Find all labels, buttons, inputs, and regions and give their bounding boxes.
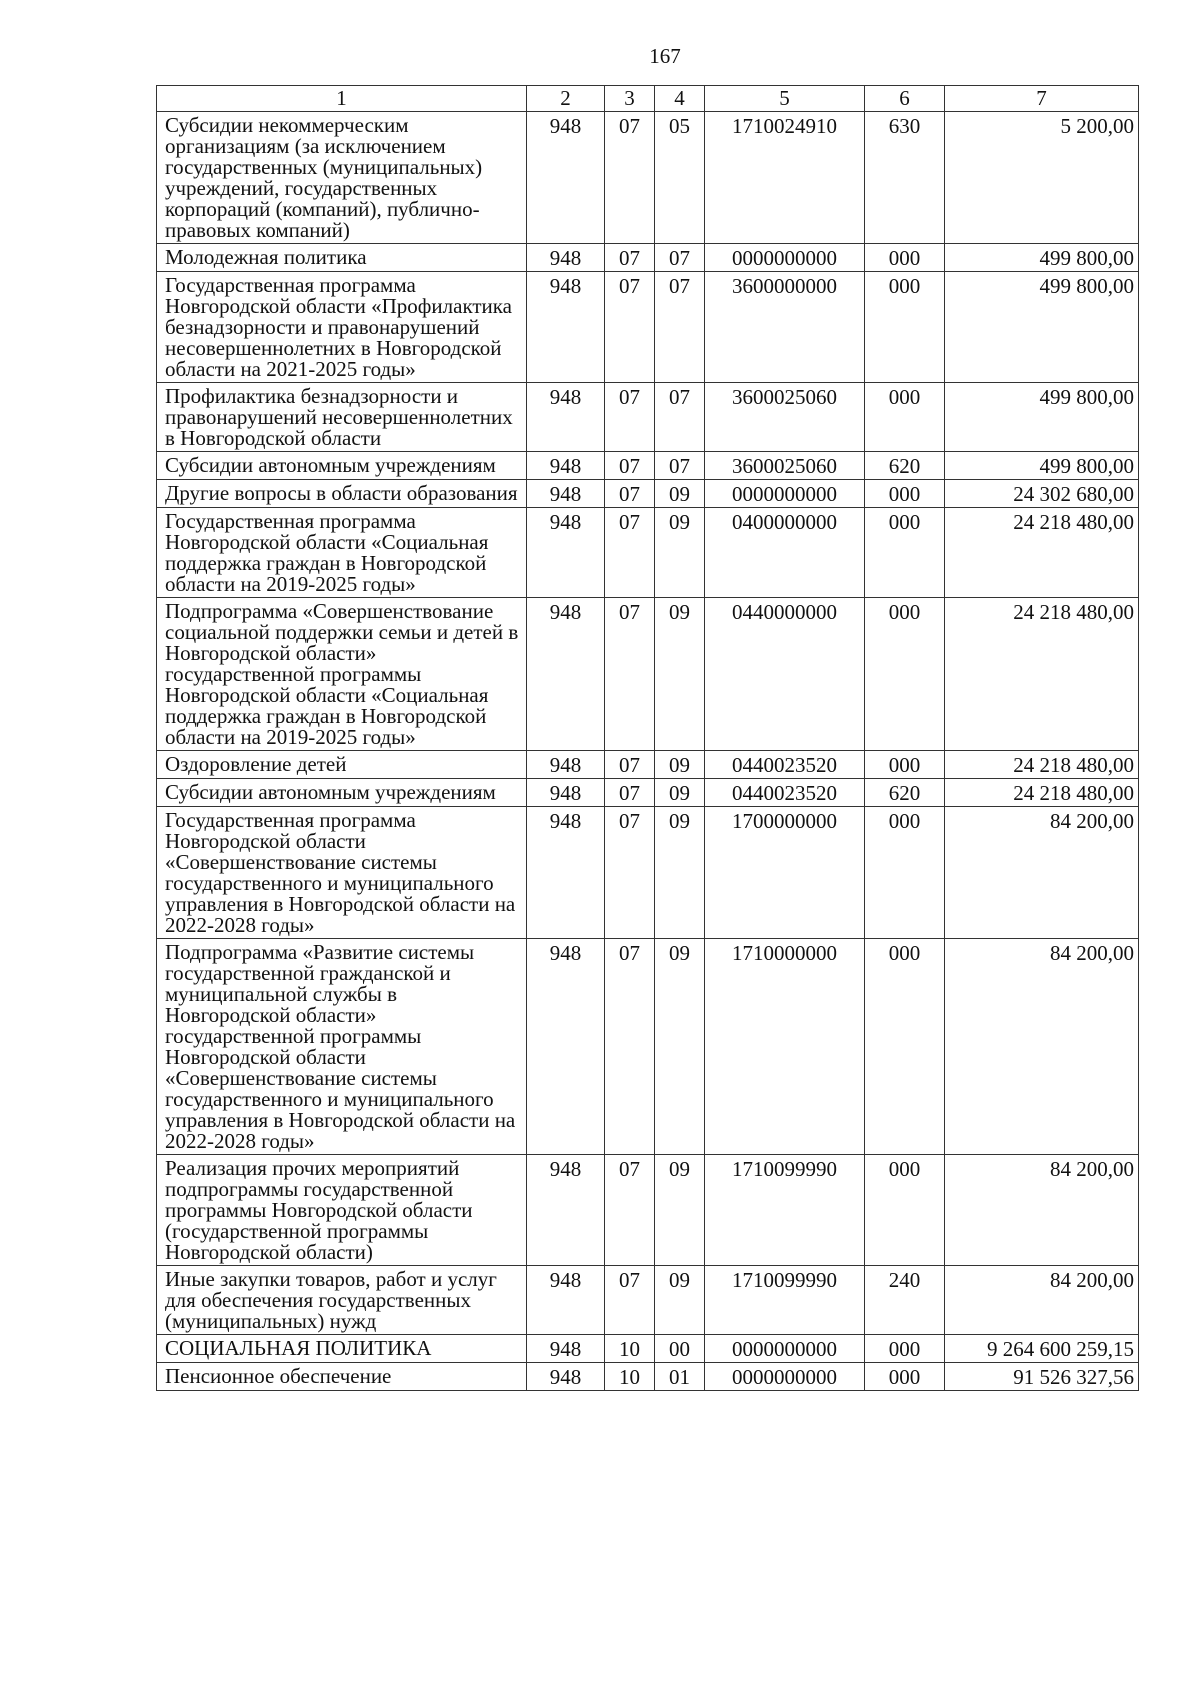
row-amount: 499 800,00 bbox=[945, 272, 1139, 383]
row-admin-code: 948 bbox=[527, 1335, 605, 1363]
row-amount: 84 200,00 bbox=[945, 807, 1139, 939]
table-body bbox=[157, 112, 1139, 1391]
row-section: 07 bbox=[605, 272, 655, 383]
row-amount: 91 526 327,56 bbox=[945, 1363, 1139, 1391]
row-target-article: 0440000000 bbox=[705, 598, 865, 751]
row-admin-code: 948 bbox=[527, 244, 605, 272]
row-admin-code: 948 bbox=[527, 383, 605, 452]
table-row bbox=[157, 751, 1139, 779]
row-section: 07 bbox=[605, 1155, 655, 1266]
row-expense-type: 630 bbox=[865, 112, 945, 244]
row-admin-code: 948 bbox=[527, 779, 605, 807]
row-name: Государственная программа Новгородской области «Профилактика безнадзорности и правонарушений несовершеннолетних в Новгородской области на 2021-2025 годы» bbox=[157, 272, 527, 383]
row-target-article: 3600025060 bbox=[705, 383, 865, 452]
row-section: 07 bbox=[605, 779, 655, 807]
row-admin-code: 948 bbox=[527, 508, 605, 598]
row-name: Иные закупки товаров, работ и услуг для обеспечения государственных (муниципальных) нужд bbox=[157, 1266, 527, 1335]
row-expense-type: 620 bbox=[865, 779, 945, 807]
row-target-article: 0440023520 bbox=[705, 751, 865, 779]
row-section: 07 bbox=[605, 244, 655, 272]
row-amount: 9 264 600 259,15 bbox=[945, 1335, 1139, 1363]
table-row bbox=[157, 598, 1139, 751]
budget-table bbox=[156, 85, 1139, 1391]
row-subsection: 05 bbox=[655, 112, 705, 244]
row-subsection: 09 bbox=[655, 751, 705, 779]
row-name: Молодежная политика bbox=[157, 244, 527, 272]
row-name: Государственная программа Новгородской области «Социальная поддержка граждан в Новгородской области на 2019-2025 годы» bbox=[157, 508, 527, 598]
row-admin-code: 948 bbox=[527, 939, 605, 1155]
row-name: Профилактика безнадзорности и правонарушений несовершеннолетних в Новгородской области bbox=[157, 383, 527, 452]
row-expense-type: 000 bbox=[865, 1155, 945, 1266]
row-expense-type: 000 bbox=[865, 244, 945, 272]
row-subsection: 09 bbox=[655, 779, 705, 807]
header-col-2: 2 bbox=[527, 86, 605, 112]
row-amount: 84 200,00 bbox=[945, 1155, 1139, 1266]
row-section: 10 bbox=[605, 1335, 655, 1363]
row-amount: 499 800,00 bbox=[945, 383, 1139, 452]
row-section: 07 bbox=[605, 939, 655, 1155]
row-name: Государственная программа Новгородской области «Совершенствование системы государственного и муниципального управления в Новгородской области на 2022-2028 годы» bbox=[157, 807, 527, 939]
row-expense-type: 000 bbox=[865, 480, 945, 508]
row-target-article: 1710000000 bbox=[705, 939, 865, 1155]
row-target-article: 0000000000 bbox=[705, 480, 865, 508]
row-subsection: 07 bbox=[655, 383, 705, 452]
row-expense-type: 000 bbox=[865, 1363, 945, 1391]
row-amount: 499 800,00 bbox=[945, 452, 1139, 480]
row-target-article: 1700000000 bbox=[705, 807, 865, 939]
row-expense-type: 000 bbox=[865, 807, 945, 939]
row-expense-type: 000 bbox=[865, 272, 945, 383]
table-row bbox=[157, 452, 1139, 480]
row-subsection: 00 bbox=[655, 1335, 705, 1363]
row-target-article: 0000000000 bbox=[705, 244, 865, 272]
table-row bbox=[157, 1155, 1139, 1266]
row-admin-code: 948 bbox=[527, 751, 605, 779]
row-admin-code: 948 bbox=[527, 1155, 605, 1266]
budget-table-container bbox=[156, 85, 1138, 1391]
row-target-article: 0000000000 bbox=[705, 1363, 865, 1391]
header-col-5: 5 bbox=[705, 86, 865, 112]
row-name: Оздоровление детей bbox=[157, 751, 527, 779]
row-subsection: 09 bbox=[655, 1155, 705, 1266]
row-name: СОЦИАЛЬНАЯ ПОЛИТИКА bbox=[157, 1335, 527, 1363]
row-amount: 84 200,00 bbox=[945, 1266, 1139, 1335]
header-col-1: 1 bbox=[157, 86, 527, 112]
row-section: 07 bbox=[605, 598, 655, 751]
row-target-article: 3600000000 bbox=[705, 272, 865, 383]
row-expense-type: 000 bbox=[865, 751, 945, 779]
row-section: 10 bbox=[605, 1363, 655, 1391]
row-subsection: 09 bbox=[655, 939, 705, 1155]
row-subsection: 07 bbox=[655, 452, 705, 480]
row-section: 07 bbox=[605, 508, 655, 598]
row-amount: 24 302 680,00 bbox=[945, 480, 1139, 508]
row-amount: 84 200,00 bbox=[945, 939, 1139, 1155]
row-amount: 24 218 480,00 bbox=[945, 508, 1139, 598]
row-section: 07 bbox=[605, 1266, 655, 1335]
row-subsection: 09 bbox=[655, 1266, 705, 1335]
table-row bbox=[157, 508, 1139, 598]
row-expense-type: 000 bbox=[865, 1335, 945, 1363]
header-col-7: 7 bbox=[945, 86, 1139, 112]
row-subsection: 09 bbox=[655, 807, 705, 939]
row-amount: 24 218 480,00 bbox=[945, 598, 1139, 751]
row-expense-type: 000 bbox=[865, 508, 945, 598]
table-row bbox=[157, 480, 1139, 508]
row-admin-code: 948 bbox=[527, 452, 605, 480]
table-row bbox=[157, 244, 1139, 272]
row-name: Реализация прочих мероприятий подпрограммы государственной программы Новгородской области (государственной программы Новгородской области) bbox=[157, 1155, 527, 1266]
row-target-article: 0000000000 bbox=[705, 1335, 865, 1363]
row-admin-code: 948 bbox=[527, 272, 605, 383]
row-amount: 24 218 480,00 bbox=[945, 779, 1139, 807]
row-section: 07 bbox=[605, 112, 655, 244]
table-row bbox=[157, 272, 1139, 383]
table-row bbox=[157, 1335, 1139, 1363]
row-admin-code: 948 bbox=[527, 480, 605, 508]
row-expense-type: 000 bbox=[865, 598, 945, 751]
row-target-article: 0440023520 bbox=[705, 779, 865, 807]
row-name: Субсидии некоммерческим организациям (за исключением государственных (муниципальных) учреждений, государственных корпораций (компаний), публично-правовых компаний) bbox=[157, 112, 527, 244]
row-subsection: 01 bbox=[655, 1363, 705, 1391]
row-name: Пенсионное обеспечение bbox=[157, 1363, 527, 1391]
header-col-4: 4 bbox=[655, 86, 705, 112]
table-row bbox=[157, 807, 1139, 939]
table-row bbox=[157, 779, 1139, 807]
table-row bbox=[157, 1266, 1139, 1335]
table-row bbox=[157, 383, 1139, 452]
row-name: Другие вопросы в области образования bbox=[157, 480, 527, 508]
row-expense-type: 000 bbox=[865, 939, 945, 1155]
row-admin-code: 948 bbox=[527, 112, 605, 244]
row-target-article: 0400000000 bbox=[705, 508, 865, 598]
row-expense-type: 240 bbox=[865, 1266, 945, 1335]
row-section: 07 bbox=[605, 751, 655, 779]
row-subsection: 07 bbox=[655, 244, 705, 272]
row-section: 07 bbox=[605, 383, 655, 452]
header-row bbox=[157, 86, 1139, 112]
row-expense-type: 620 bbox=[865, 452, 945, 480]
row-name: Субсидии автономным учреждениям bbox=[157, 779, 527, 807]
row-target-article: 1710024910 bbox=[705, 112, 865, 244]
row-section: 07 bbox=[605, 807, 655, 939]
table-row bbox=[157, 112, 1139, 244]
row-admin-code: 948 bbox=[527, 1363, 605, 1391]
row-admin-code: 948 bbox=[527, 1266, 605, 1335]
table-row bbox=[157, 1363, 1139, 1391]
header-col-3: 3 bbox=[605, 86, 655, 112]
row-name: Подпрограмма «Совершенствование социальной поддержки семьи и детей в Новгородской области» государственной программы Новгородской области «Социальная поддержка граждан в Новгородской области на 2019-2025 годы» bbox=[157, 598, 527, 751]
row-name: Подпрограмма «Развитие системы государственной гражданской и муниципальной службы в Новгородской области» государственной программы Новгородской области «Совершенствование системы государственного и муниципального управления в Новгородской области на 2022-2028 годы» bbox=[157, 939, 527, 1155]
row-name: Субсидии автономным учреждениям bbox=[157, 452, 527, 480]
row-admin-code: 948 bbox=[527, 807, 605, 939]
row-subsection: 09 bbox=[655, 480, 705, 508]
row-amount: 5 200,00 bbox=[945, 112, 1139, 244]
row-target-article: 1710099990 bbox=[705, 1266, 865, 1335]
row-subsection: 09 bbox=[655, 508, 705, 598]
page-number: 167 bbox=[649, 44, 681, 68]
row-target-article: 3600025060 bbox=[705, 452, 865, 480]
row-admin-code: 948 bbox=[527, 598, 605, 751]
row-amount: 24 218 480,00 bbox=[945, 751, 1139, 779]
row-amount: 499 800,00 bbox=[945, 244, 1139, 272]
header-col-6: 6 bbox=[865, 86, 945, 112]
row-section: 07 bbox=[605, 480, 655, 508]
row-expense-type: 000 bbox=[865, 383, 945, 452]
row-subsection: 09 bbox=[655, 598, 705, 751]
table-row bbox=[157, 939, 1139, 1155]
row-target-article: 1710099990 bbox=[705, 1155, 865, 1266]
row-subsection: 07 bbox=[655, 272, 705, 383]
row-section: 07 bbox=[605, 452, 655, 480]
